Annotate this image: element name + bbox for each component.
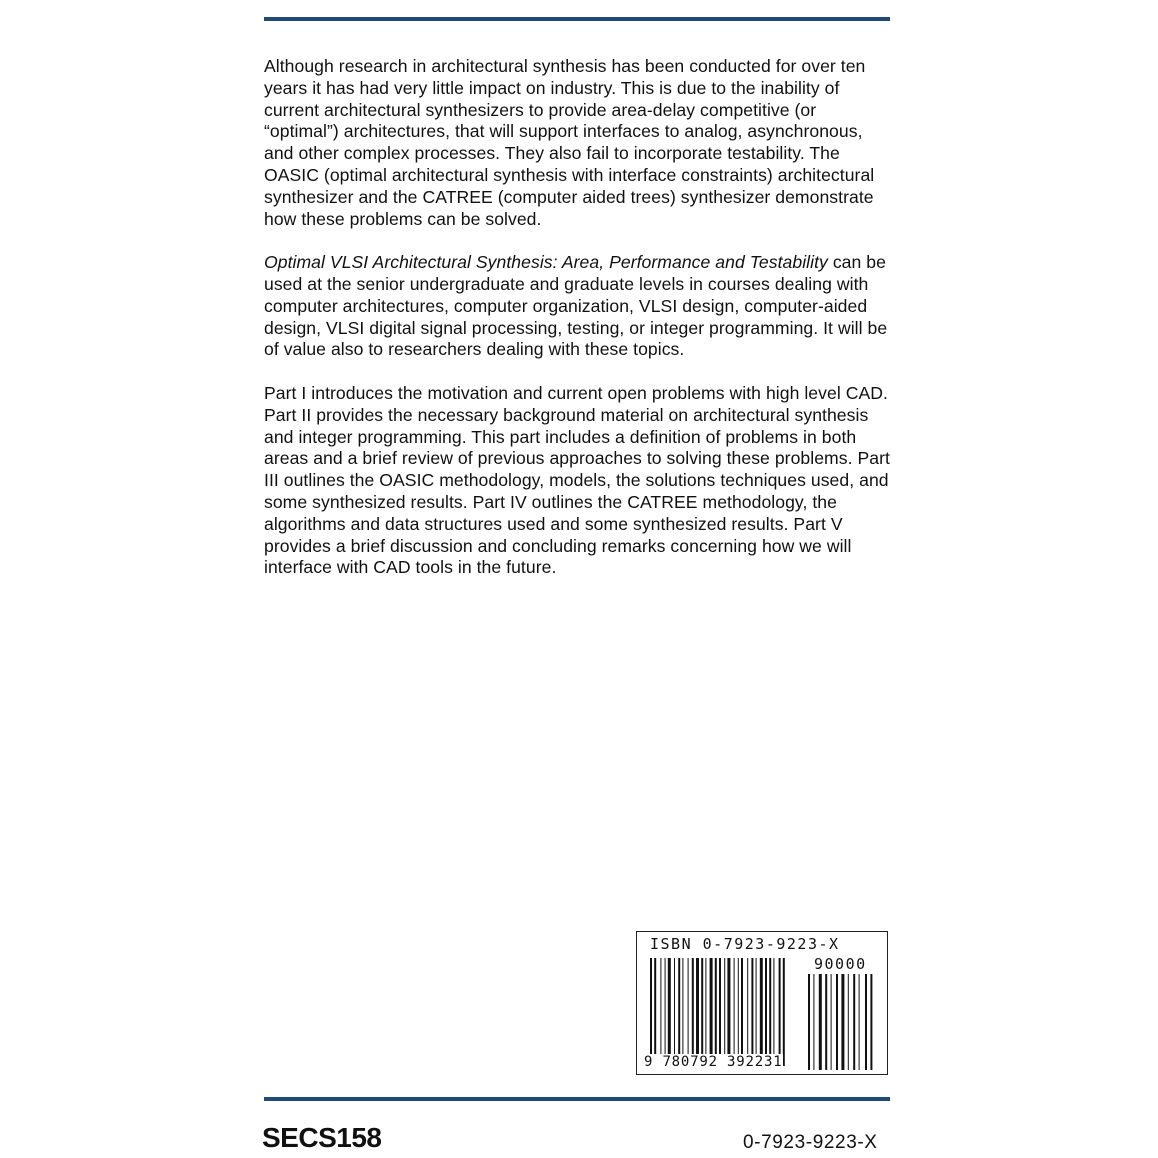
barcode-bar: [724, 958, 725, 1056]
series-code: SECS158: [262, 1122, 382, 1153]
barcode-bar: [719, 958, 721, 1066]
barcode-bar: [692, 958, 694, 1056]
barcode-bar: [747, 958, 748, 1056]
barcode-bar: [705, 958, 706, 1056]
barcode-bar: [779, 958, 781, 1066]
addon-bar: [848, 974, 849, 1070]
paragraph-audience-text: can be used at the senior undergraduate and graduate levels in courses dealing with computer architectures, computer organization, VLSI design, computer-aided design, VLSI digital signal processing, testing, or integer programming. It will be of value also to researchers dealing with these topics.: [264, 252, 888, 360]
barcode-bar: [688, 958, 689, 1056]
barcode-bar: [715, 958, 717, 1066]
barcode-bar: [765, 958, 767, 1056]
addon-bar: [808, 974, 810, 1070]
barcode-bar: [710, 958, 713, 1056]
paragraph-contents: Part I introduces the motivation and current open problems with high level CAD. Part II provides the necessary background material on architectural synthesis and integer programming. This part includes a definition of problems in both areas and a brief review of previous approaches to solving these problems. Part III outlines the OASIC methodology, models, the solutions techniques used, and some synthesized results. Part IV outlines the CATREE methodology, the algorithms and data structures used and some synthesized results. Part V provides a brief discussion and concluding remarks concerning how we will interface with CAD tools in the future.: [264, 382, 890, 578]
barcode-bar: [682, 958, 683, 1056]
addon-bar: [865, 974, 867, 1070]
barcode-bar: [654, 958, 656, 1066]
barcode-bar: [701, 958, 703, 1056]
barcode-bar: [674, 958, 675, 1056]
addon-bar: [841, 974, 844, 1070]
barcode-bar: [773, 958, 774, 1056]
back-cover-description: [264, 56, 894, 601]
addon-bar: [831, 974, 832, 1070]
addon-bar: [819, 974, 822, 1070]
barcode-bar: [756, 958, 757, 1056]
top-rule: [264, 17, 890, 21]
addon-bar: [853, 974, 855, 1070]
paragraph-overview: Although research in architectural synthesis has been conducted for over ten years it has had very little impact on industry. This is due to the inability of current architectural synthesizers to provide area-delay competitive (or “optimal”) architectures, that will support interfaces to analog, asynchronous, and other complex processes. They also fail to incorporate testability. The OASIC (optimal architectural synthesis with interface constraints) architectural synthesizer and the CATREE (computer aided trees) synthesizer demonstrate how these problems can be solved.: [264, 56, 875, 229]
barcode-bar: [665, 958, 666, 1056]
barcode-bar: [696, 958, 699, 1056]
barcode-bar: [668, 958, 671, 1056]
barcode-price-code: 90000: [814, 955, 867, 973]
barcode-bar: [727, 958, 730, 1056]
barcode-isbn-label: ISBN 0-7923-9223-X: [650, 935, 840, 953]
addon-bar: [859, 974, 860, 1070]
ean-barcode-icon: [650, 958, 796, 1066]
addon-bar: [813, 974, 814, 1070]
barcode-bar: [760, 958, 763, 1056]
barcode-bar: [741, 958, 743, 1056]
addon-bar: [836, 974, 838, 1070]
book-title-italic: Optimal VLSI Architectural Synthesis: Area, Performance and Testability: [264, 252, 828, 273]
footer-isbn: 0-7923-9223-X: [743, 1132, 878, 1153]
barcode-bar: [738, 958, 739, 1056]
barcode-bar: [734, 958, 735, 1056]
barcode-bar: [660, 958, 661, 1056]
paragraph-audience: [264, 252, 894, 361]
barcode-bar: [650, 958, 652, 1066]
addon-bar: [825, 974, 827, 1070]
barcode-bar: [678, 958, 680, 1056]
addon-barcode-icon: [808, 974, 880, 1070]
addon-bar: [870, 974, 872, 1070]
bottom-rule: [264, 1097, 890, 1101]
barcode-ean-digits: 9 780792 392231: [644, 1054, 783, 1070]
barcode-bar: [783, 958, 785, 1066]
barcode-bar: [769, 958, 771, 1056]
barcode-bar: [751, 958, 753, 1056]
